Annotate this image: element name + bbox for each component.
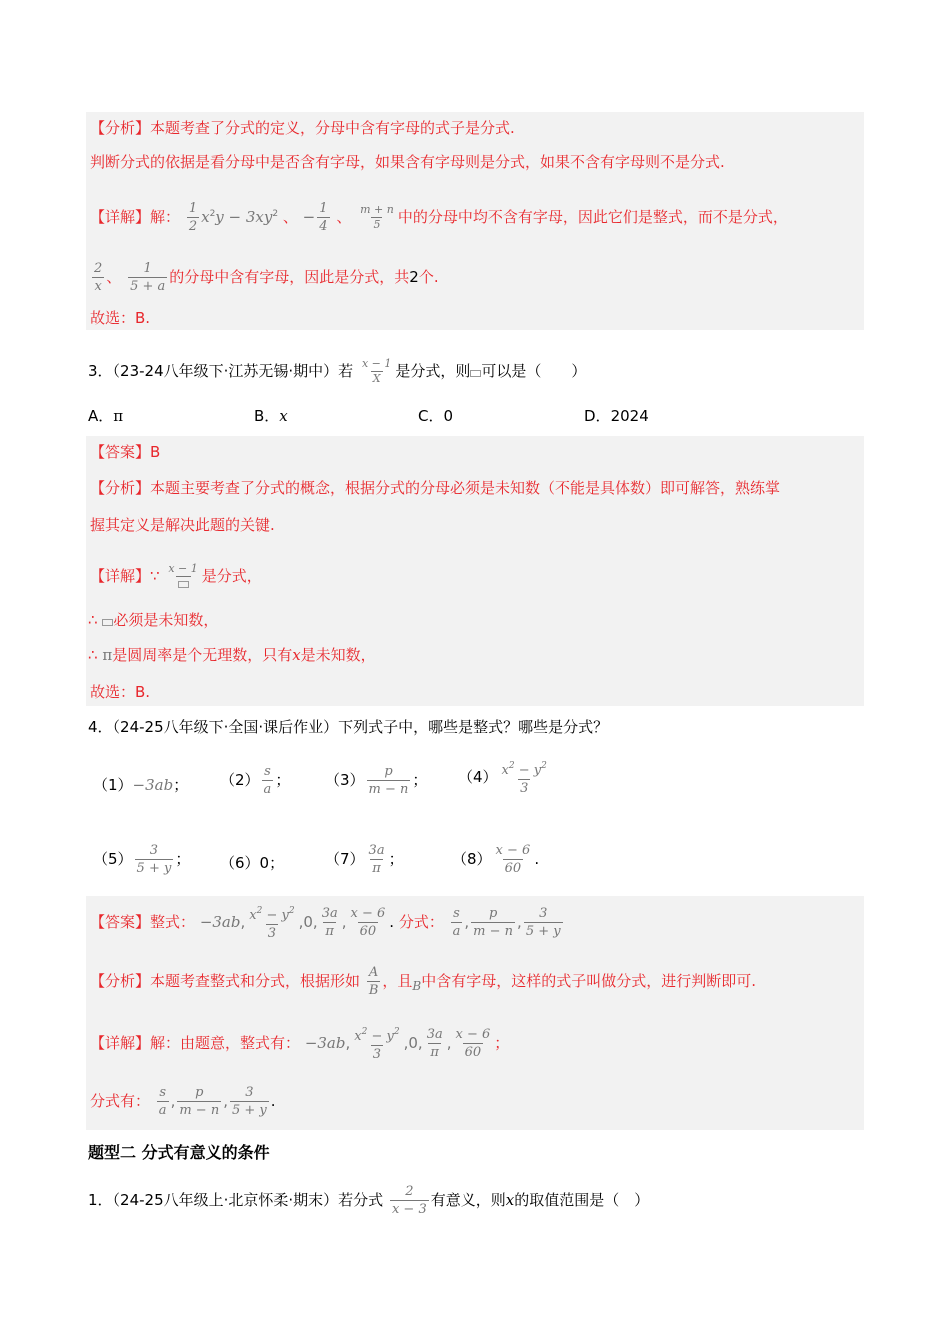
placeholder-box-icon <box>102 619 113 626</box>
q3-text-end: 可以是（ ） <box>481 362 587 380</box>
answer-integral-expressions: −3ab, $\frac{x^2 - y^2}{3}$ ,0, $\frac{3a}{\pi}$ , $\frac{x - 6}{60}$ <box>199 906 386 941</box>
expression-1: $\frac{1}{2}$ $x^2y - 3xy^2$ <box>188 201 279 234</box>
q3-fraction: $\frac{x - 1}{X}$ <box>361 357 392 385</box>
analysis-text-2: 握其定义是解决此题的关键. <box>90 516 275 534</box>
q4-item-6: （6）0； <box>220 854 285 872</box>
q3-step-2: ∴ π是圆周率是个无理数，只有x是未知数， <box>88 646 376 664</box>
analysis-text: 本题考查整式和分式，根据形如 <box>150 972 361 990</box>
fen-text: 分式有： <box>90 1092 151 1110</box>
next-question-fraction: $\frac{2}{x - 3}$ <box>391 1184 427 1217</box>
analysis-text: 本题主要考查了分式的概念，根据分式的分母必须是未知数（不能是具体数）即可解答，熟练掌 <box>150 479 781 497</box>
answer-fen-label: 分式： <box>398 913 444 931</box>
q3-detail-line <box>90 562 262 591</box>
q4-item-5: （5） $\frac{3}{5 + y}$ ； <box>93 843 191 876</box>
step-2-text-b: 是未知数， <box>300 646 376 664</box>
step-2-text-a: 是圆周率是个无理数，只有 <box>112 646 293 664</box>
analysis-text: 本题考查了分式的定义，分母中含有字母的式子是分式. <box>150 119 515 137</box>
option-c[interactable]: C．0 <box>418 407 454 425</box>
therefore-symbol: ∴ <box>88 646 98 664</box>
expression-2: − $\frac{1}{4}$ <box>302 201 328 234</box>
option-b[interactable]: B．x <box>254 407 288 425</box>
q2-conclusion <box>90 308 150 328</box>
expression-3: $\frac{m + n}{5}$ <box>360 203 394 231</box>
next-var: x <box>505 1191 515 1209</box>
question-number: 1． <box>88 1191 113 1209</box>
analysis-end: 中含有字母，这样的式子叫做分式，进行判断即可. <box>421 972 756 990</box>
analysis-text-2: 判断分式的依据是看分母中是否含有字母，如果含有字母则是分式，如果不含有字母则不是分式. <box>90 153 725 171</box>
q3-analysis-line-2 <box>90 515 275 535</box>
question-source: （24-25八年级下·全国·课后作业）下列式子中，哪些是整式？哪些是分式？ <box>112 718 609 736</box>
q4-answer-line: 【答案】整式： −3ab, $\frac{x^2 - y^2}{3}$ ,0, $\frac{3a}{\pi}$ , $\frac{x - 6}{60}$ . 分式： $\frac{s}{a}$ , $\frac{p}{m - n}$ , $\frac{3}{5 + y}$ <box>90 903 565 942</box>
detail-prefix: 解： <box>150 208 181 226</box>
next-question-stem <box>88 1183 649 1218</box>
therefore-symbol: ∴ <box>88 611 98 629</box>
option-a[interactable]: A．π <box>88 407 124 425</box>
q3-conclusion <box>90 682 150 702</box>
q3-stem <box>88 357 586 386</box>
q3-text-mid: 是分式，则 <box>395 362 471 380</box>
section-title: 题型二 分式有意义的条件 <box>88 1143 270 1162</box>
next-text-end: 的取值范围是（ ） <box>514 1191 650 1209</box>
placeholder-box-icon <box>470 370 481 377</box>
answer-value: B <box>150 443 161 461</box>
detail-integral-expressions: −3ab, $\frac{x^2 - y^2}{3}$ ,0, $\frac{3a}{\pi}$ , $\frac{x - 6}{60}$ <box>304 1027 491 1062</box>
detail-mid: 中的分母中均不含有字母，因此它们是整式，而不是分式， <box>397 208 788 226</box>
question-source: （23-24八年级下·江苏无锡·期中）若 <box>112 362 354 380</box>
q4-item-3: （3） $\frac{p}{m - n}$ ； <box>325 764 428 797</box>
q2-detail-line: 【详解】解： $\frac{1}{2}$ $x^2y - 3xy^2$ 、 − $\frac{1}{4}$ 、 $\frac{m + n}{5}$ 中的分母中均不含有字母，因此它们是整式，而不是分式， <box>90 201 788 234</box>
q2-detail-line-2: $\frac{2}{x}$ 、 $\frac{1}{5 + a}$ 的分母中含有字母，因此是分式，共2个. <box>90 260 439 295</box>
q3-answer-line <box>90 442 160 462</box>
q4-stem <box>88 717 608 737</box>
detail-tag: 【详解】 <box>90 208 151 226</box>
answer-fractional-expressions: $\frac{s}{a}$ , $\frac{p}{m - n}$ , $\frac{3}{5 + y}$ <box>452 906 561 939</box>
detail-fractional-expressions: $\frac{s}{a}$ , $\frac{p}{m - n}$ , $\frac{3}{5 + y}$ <box>158 1085 267 1118</box>
detail-unit: 个. <box>418 268 439 286</box>
q3-step-1 <box>88 610 218 630</box>
conclusion-text: 故选：B. <box>90 309 151 327</box>
expression-4: $\frac{2}{x}$ <box>94 261 103 294</box>
answer-zheng-label: 整式： <box>150 913 196 931</box>
q4-item-8: （8） $\frac{x - 6}{60}$ . <box>452 843 540 876</box>
q3-analysis-line <box>90 478 780 498</box>
analysis-tag: 【分析】 <box>90 479 151 497</box>
q4-analysis-line: 【分析】本题考查整式和分式，根据形如 $\frac{A}{B}$ ，且$_B$中含有字母，这样的式子叫做分式，进行判断即可. <box>90 965 756 998</box>
detail-line2: 的分母中含有字母，因此是分式，共 <box>169 268 410 286</box>
detail-tag: 【详解】 <box>90 567 151 585</box>
next-text-mid: 有意义，则 <box>430 1191 506 1209</box>
analysis-tag: 【分析】 <box>90 972 151 990</box>
q4-item-7: （7） $\frac{3a}{\pi}$ ； <box>325 843 404 876</box>
detail-text: 解：由题意，整式有： <box>150 1034 301 1052</box>
because-symbol: ∵ <box>150 567 160 585</box>
expr1-rest: y − 3xy <box>215 208 273 226</box>
question-number: 4． <box>88 718 113 736</box>
q4-detail-line: 【详解】解：由题意，整式有： −3ab, $\frac{x^2 - y^2}{3}$ ,0, $\frac{3a}{\pi}$ , $\frac{x - 6}{60}$ ； <box>90 1027 510 1062</box>
q2-analysis-line <box>90 118 515 138</box>
detail-tag: 【详解】 <box>90 1034 151 1052</box>
answer-tag: 【答案】 <box>90 913 151 931</box>
q4-item-4: （4） $\frac{x^2 - y^2}{3}$ <box>458 761 547 796</box>
conclusion-text: 故选：B. <box>90 683 151 701</box>
question-number: 3． <box>88 362 113 380</box>
detail-count: 2 <box>409 268 419 286</box>
analysis-tag: 【分析】 <box>90 119 151 137</box>
q3-detail-fraction: x − 1 <box>164 567 201 585</box>
analysis-mid: ，且 <box>382 972 413 990</box>
q4-item-1: （1）−3ab； <box>93 776 189 794</box>
detail-text: 是分式， <box>201 567 262 585</box>
option-d[interactable]: D．2024 <box>584 407 649 425</box>
q2-analysis-line-2 <box>90 152 725 172</box>
step-1-text: 必须是未知数， <box>113 611 219 629</box>
question-source: （24-25八年级上·北京怀柔·期末）若分式 <box>112 1191 384 1209</box>
answer-tag: 【答案】 <box>90 443 151 461</box>
q4-item-2: （2） $\frac{s}{a}$ ； <box>220 764 291 797</box>
expression-5: $\frac{1}{5 + a}$ <box>130 261 166 294</box>
q4-fen-line: 分式有： $\frac{s}{a}$ , $\frac{p}{m - n}$ , $\frac{3}{5 + y}$ . <box>90 1085 276 1118</box>
